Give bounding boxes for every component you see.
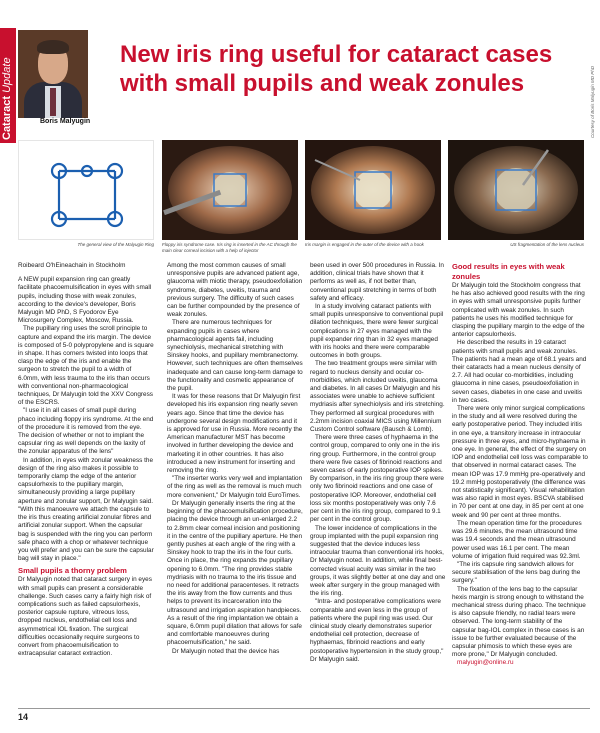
- eye-photo-1: [162, 140, 298, 240]
- paragraph: There were only minor surgical complications in the study and all were resolved during the early postoperative period. They included iritis in one eye, a transitory increase in intraocular pressure in three eyes, and micro-hyphaema in one eye. In general, the effect of the surgery on IOP and endothelial cell loss was comparable to that observed in normal cataract cases. The mean IOP was 17.9 mmHg pre-operatively and 19.2 mmHg postoperatively (the difference was not statistically significant). Visual rehabilitation was also rapid in most eyes. BSCVA stabilised in 70 per cent at one day, in 85 per cent at one week and 90 per cent at three months.: [452, 405, 588, 519]
- section-tab: [0, 0, 16, 733]
- paragraph: "The iris capsule ring sandwich allows for secure stabilisation of the lens bag during the surgery.": [452, 560, 581, 585]
- section-name: Cataract: [1, 95, 13, 140]
- paragraph: There are numerous techniques for expanding pupils in cases where pharmacological agents fail, including synechiolysis, mechanical stretching with Sinskey hooks, and pupillary membranectomy. However, such techniques are often themselves inadequate and can cause long-term damage to the functionality and cosmetic appearance of the pupil.: [167, 319, 303, 393]
- article-title: New iris ring useful for cataract cases with small pupils and weak zonules: [120, 41, 553, 97]
- paragraph: Dr Malyugin noted that cataract surgery in eyes with small pupils can present a considerable challenge. Such cases carry a fairly high risk of complications such as failed capsulorhexis, posterior capsule rupture, vitreous loss, dropped nucleus, endothelial cell loss and asymmetrical IOL fixation. The surgical difficulties occasionally require surgeons to convert from phacoemulsification to extracapsular cataract extraction.: [18, 576, 152, 658]
- figure-iris-ring-insertion: [162, 140, 298, 240]
- eye-photo-2: [305, 140, 441, 240]
- paragraph: The mean operation time for the procedures was 29.6 minutes, the mean ultrasound time was 19.4 seconds and the mean ultrasound power used was 16.1 per cent. The mean volume of irrigation fluid required was 92.3ml.: [452, 519, 582, 560]
- ring-diagram: [19, 141, 154, 240]
- paragraph: Dr Malyugin told the Stockholm congress that he has also achieved good results with the ring in eyes with small unresponsive pupils further complicated with weak zonules. In such patients he uses his modified technique for clasping the pupillary margin to the edge of the anterior capsulorhexis.: [452, 282, 585, 339]
- figure-iris-margin-hook: [305, 140, 441, 240]
- paragraph: Dr Malyugin generally inserts the ring at the beginning of the phacoemulsification procedure, placing the device through an un-enlarged 2.2 to 2.8mm clear corneal incision and positioning it in the centre of the pupillary aperture. He then gently pushes at each angle of the ring with a Sinskey hook to trap the iris in the four curls. Once in place, the ring expands the pupillary opening to 6.0mm. "The ring provides stable mydriasis with no trauma to the iris tissue and no need for additional paracenteses. It retracts the iris away from the flow currents and thus helps to prevent its incarceration into the ultrasound and irrigation aspiration handpieces. As a result of the ring implantation we obtain a square, 6.0mm pupil dilation that allows for safe and comfortable manoeuvres during phacoemulsification," he said.: [167, 499, 303, 647]
- subsection-name: Update: [1, 57, 13, 93]
- paragraph: been used in over 500 procedures in Russia. In addition, clinical trials have shown that it performs as well as, if not better than, conventional pupil stretching in terms of both safety and efficacy.: [310, 262, 444, 302]
- author-photo: [18, 30, 88, 118]
- paragraph: Dr Malyugin noted that the device has: [172, 647, 280, 655]
- article-column-2: [167, 262, 303, 656]
- figure-caption-3: Iris margin is engaged in the outer of the device with a hook: [305, 242, 424, 247]
- paragraph: A NEW pupil expansion ring can greatly facilitate phacoemulsification in eyes with small pupils, including those with weak zonules, according to the device's developer, Boris Malyugin MD PhD, S Fyodorov Eye Microsurgery Complex, Moscow, Russia.: [18, 276, 152, 325]
- article-column-3: [310, 262, 446, 664]
- paragraph: "The inserter works very well and implantation of the ring as well as the removal is much much more convenient," Dr Malyugin told EuroTimes.: [167, 475, 303, 499]
- article-column-1: [18, 262, 154, 658]
- figure-us-fragmentation: [448, 140, 584, 240]
- paragraph: It was for these reasons that Dr Malyugin first developed his iris expansion ring nearly seven years ago. Since that time the device has undergone several design modifications and it is approved for use in Russia. More recently the American manufacturer MST has become involved in further developing the device and marketing it in other countries. It has also introduced a new instrument for inserting and removing the ring.: [167, 393, 303, 475]
- section-heading: Small pupils a thorny problem: [18, 566, 127, 576]
- paragraph: "Intra- and postoperative complications were comparable and even less in the group of patients where the pupil ring was used. Our clinical study clearly demonstrates superior endothelial cell protection, decrease of hyphaemas, fibrinoid reactions and early postoperative hypertension in the study group," Dr Malyugin said.: [310, 598, 444, 663]
- page-number: 14: [18, 712, 29, 722]
- section-tab-band: [0, 28, 16, 143]
- figure-caption-4: US fragmentation of the lens nucleus: [510, 242, 584, 247]
- paragraph: He described the results in 19 cataract patients with small pupils and weak zonules. The patients had a mean age of 68.1 years and their cataracts had a mean nucleus density of 2.7. All had ocular co-morbidities, including glaucoma in nine cases, pseudoexfoliation in seven cases, diabetes in one case and uveitis in two cases.: [452, 339, 587, 404]
- section-heading: Good results in eyes with weak zonules: [452, 262, 565, 281]
- paragraph: In a study involving cataract patients with small pupils unresponsive to conventional pupil dilation techniques, there were fewer surgical complications in 27 eyes managed with the pupil expander ring than in 32 eyes managed with iris hooks and there were comparable outcomes in both groups.: [310, 303, 444, 360]
- footer-divider: [18, 708, 590, 709]
- article-column-4: [452, 262, 588, 668]
- paragraph: The two treatment groups were similar with regard to nucleus density and ocular co-morbidities, which included uveitis, glaucoma and diabetes. In all cases Dr Malyugin and his associates were unable to achieve sufficient mydriasis after synechiolysis and iris stretching. They performed all surgical procedures with 2.2mm incision coaxial MICS using Millennium Custom Control software (Bausch & Lomb).: [310, 360, 445, 434]
- paragraph: Among the most common causes of small unresponsive pupils are advanced patient age, glaucoma with miotic therapy, pseudoexfoliation syndrome, diabetes, uveitis, trauma and previous surgery. The difficulty of such cases can be further compounded by the presence of weak zonules.: [167, 262, 303, 319]
- figure-caption-1: The general view of the Malyugin Ring: [77, 242, 154, 247]
- paragraph: In addition, in eyes with zonular weakness the design of the ring also makes it possible to temporarily clamp the edge of the anterior capsulorhexis to the pupillary margin, simultaneously providing a large pupillary aperture and zonular support, Dr Malyugin said. "With this manoeuvre we attach the capsule to the iris thus creating artificial zonular fibres and artificial zonular support. When the capsular bag is suspended with the ring you can perform safe phaco with a chop or whatever technique you will prefer and you can be sure the capsular bag will stay in place.": [18, 456, 154, 563]
- author-email-link[interactable]: malyugin@online.ru: [457, 659, 514, 667]
- paragraph: "I use it in all cases of small pupil during phaco including floppy iris syndrome. At the end of the procedure it is removed from the eye. The decision of whether or not to implant the capsular ring as well depends on the laxity of the zonular apparatus of the lens": [18, 407, 154, 456]
- section-tab-label: [1, 30, 13, 140]
- author-photo-caption: Boris Malyugin: [40, 118, 91, 125]
- paragraph: The fixation of the lens bag to the capsular hexis margin is strong enough to withstand the mechanical stress during phaco. The technique is also capsule friendly, no radial tears were observed. The long-term stability of the capsular bag-IOL complex in these cases is an issue to be further evaluated because of the capsular phimosis to which these eyes are more prone," Dr Malyugin concluded.: [452, 585, 586, 659]
- figure-caption-2: Floppy iris syndrome case. Iris ring is inserted in the AC through the main clear corneal incision with a help of injector: [162, 242, 297, 253]
- photo-credit: Courtesy of Boris Malyugin MD PhD: [590, 65, 595, 138]
- paragraph: The lower incidence of complications in the group implanted with the pupil expansion ring suggested that the device induces less intraocular trauma than conventional iris hooks, Dr Malyugin noted. In addition, while final best-corrected visual acuity was similar in the two groups, it was slightly better at one day and one week after surgery in the group managed with the iris ring.: [310, 524, 446, 598]
- eye-photo-3: [448, 140, 584, 240]
- byline: Roibeard O'hEineachain in Stockholm: [18, 262, 126, 269]
- paragraph: There were three cases of hyphaema in the control group, compared to only one in the iris ring group. Furthermore, in the control group there were five cases of fibrinoid reactions and seven cases of early postoperative IOP spikes. By comparison, in the iris ring group there were only two fibrinoid reactions and one case of postoperative IOP. Moreover, endothelial cell loss six months postoperatively was only 7.6 per cent in the iris ring group, compared to 9.1 per cent in the control group.: [310, 434, 444, 524]
- paragraph: The pupillary ring uses the scroll principle to capture and expand the iris margin. The device is composed of 5-0 polypropylene and is square in shape. It has corners twisted into loops that clasp the edge of the iris and enable the surgeon to stretch the pupil to a width of 6.0mm, with less trauma to the iris than occurs with conventional non-pharmacological techniques, Dr Malyugin told the XXV Congress of the ESCRS.: [18, 325, 154, 407]
- figure-malyugin-ring: [18, 140, 154, 240]
